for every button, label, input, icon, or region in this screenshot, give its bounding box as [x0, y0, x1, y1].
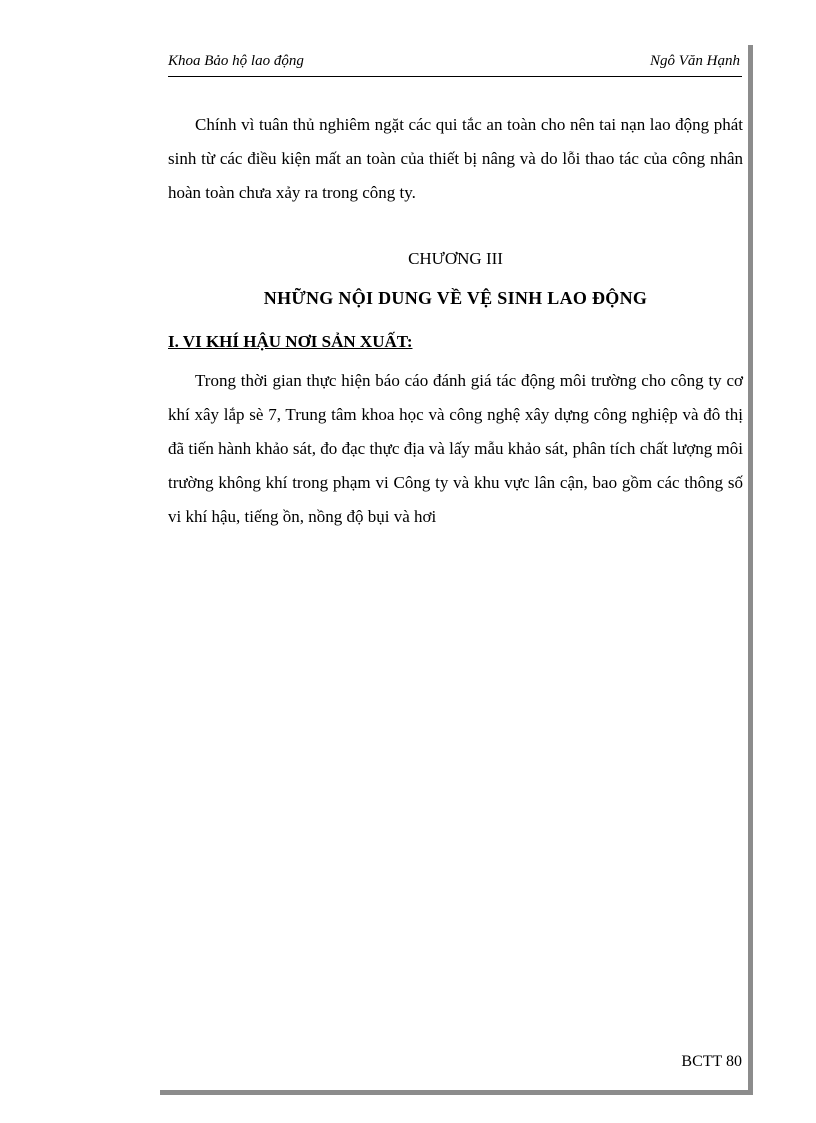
page-number: BCTT 80 [681, 1053, 742, 1070]
header-author: Ngô Văn Hạnh [650, 53, 740, 69]
page-header [168, 52, 742, 77]
page-border-shadow-bottom [160, 1090, 753, 1095]
page-border-shadow-right [748, 45, 753, 1095]
chapter-label: CHƯƠNG III [408, 249, 503, 268]
chapter-title: NHỮNG NỘI DUNG VỀ VỆ SINH LAO ĐỘNG [263, 288, 648, 308]
header-department: Khoa Bảo hộ lao động [168, 53, 304, 69]
body-paragraph-2: Trong thời gian thực hiện báo cáo đánh giá tác động môi trường cho công ty cơ khí xây lắp sè 7, Trung tâm khoa học và công nghệ xây dựng công nghiệp và đô thị đã tiến hành khảo sát, đo đạc thực địa và lấy mẫu khảo sát, phân tích chất lượng môi trường không khí trong phạm vi Công ty và khu vực lân cận, bao gồm các thông số vi khí hậu, tiếng ồn, nồng độ bụi và hơi [168, 371, 743, 526]
body-paragraph-1: Chính vì tuân thủ nghiêm ngặt các qui tắc an toàn cho nên tai nạn lao động phát sinh từ các điều kiện mất an toàn của thiết bị nâng và do lỗi thao tác của công nhân hoàn toàn chưa xảy ra trong công ty. [168, 115, 743, 202]
section-heading: I. VI KHÍ HẬU NƠI SẢN XUẤT: [168, 332, 413, 351]
